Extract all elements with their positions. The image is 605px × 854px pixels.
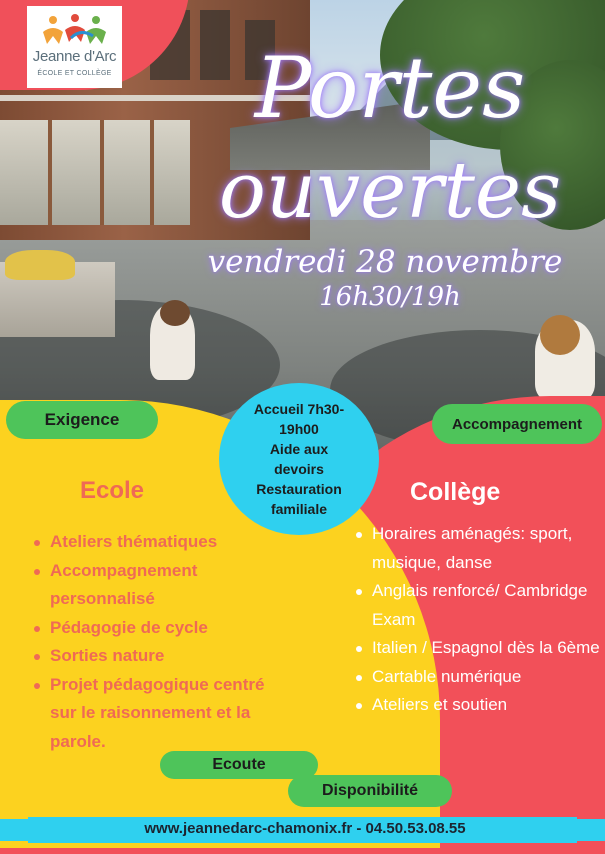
college-list xyxy=(352,520,602,720)
value-pill-accompagnement: Accompagnement xyxy=(432,404,602,444)
child-figure xyxy=(160,300,190,326)
circle-line: devoirs xyxy=(274,461,324,477)
list-item: Sorties nature xyxy=(30,642,280,671)
title-line-1: Portes xyxy=(254,39,526,137)
title-line-2: ouvertes xyxy=(218,146,562,236)
child-figure xyxy=(5,250,75,280)
list-item: Horaires aménagés: sport, musique, danse xyxy=(352,520,602,577)
list-item: Pédagogie de cycle xyxy=(30,614,280,643)
circle-line: Accueil 7h30- xyxy=(253,401,345,417)
glass-frame xyxy=(150,120,154,225)
glass-frame xyxy=(100,120,104,225)
list-item: Italien / Espagnol dès la 6ème xyxy=(352,634,602,663)
value-pill-disponibilite: Disponibilité xyxy=(288,775,452,807)
contact-info[interactable]: www.jeannedarc-chamonix.fr - 04.50.53.08.55 xyxy=(144,820,466,837)
circle-line: Aide aux xyxy=(269,441,329,457)
circle-line: Restauration xyxy=(256,481,342,497)
list-item: Accompagnement personnalisé xyxy=(30,557,280,614)
list-item: Ateliers thématiques xyxy=(30,528,280,557)
value-pill-ecoute: Ecoute xyxy=(160,751,318,779)
circle-line: familiale xyxy=(270,501,328,517)
glass-frame xyxy=(48,120,52,225)
ecole-heading: Ecole xyxy=(80,477,145,504)
list-item: Ateliers et soutien xyxy=(352,691,602,720)
list-item: Projet pédagogique centré sur le raisonnement et la parole. xyxy=(30,671,280,757)
bottom-border xyxy=(0,848,605,854)
services-circle xyxy=(219,383,379,535)
value-pill-exigence: Exigence xyxy=(6,401,158,439)
college-heading: Collège xyxy=(410,478,501,506)
school-logo xyxy=(27,6,122,88)
logo-subtitle: ÉCOLE ET COLLÈGE xyxy=(37,70,112,77)
ecole-list xyxy=(30,528,280,756)
child-figure xyxy=(540,315,580,355)
list-item: Anglais renforcé/ Cambridge Exam xyxy=(352,577,602,634)
list-item: Cartable numérique xyxy=(352,663,602,692)
glass-facade xyxy=(0,120,190,225)
event-hours: 16h30/19h xyxy=(319,282,461,312)
circle-line: 19h00 xyxy=(279,421,319,437)
people-icon xyxy=(41,10,109,50)
logo-name: Jeanne d'Arc xyxy=(32,48,117,65)
event-date: vendredi 28 novembre xyxy=(207,244,563,280)
